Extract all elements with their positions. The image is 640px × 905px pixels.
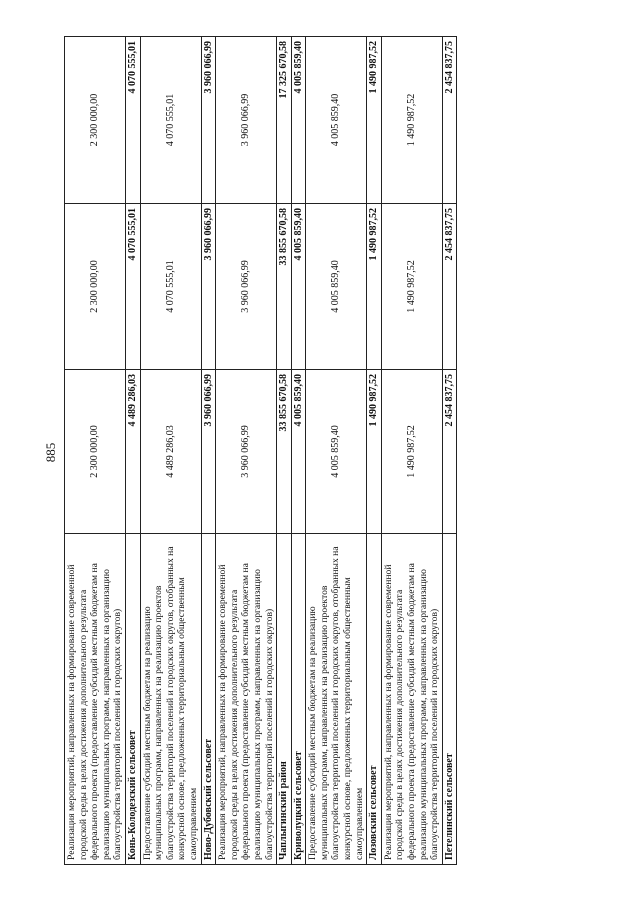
amount-year-1: 2 300 000,00: [65, 370, 126, 534]
row-description: Реализация мероприятий, направленных на формирование современной городской среды в целях достижения дополнительного результата федерального проекта (предоставление субсидий местным бюджетам на реализацию муниципальных программ, направленных на организацию благоустройства территорий поселений и городских округов): [381, 534, 442, 865]
row-description: Криволуцкий сельсовет: [291, 534, 306, 865]
amount-year-3: 4 005 859,40: [306, 37, 367, 204]
table-row-subtotal: [201, 37, 216, 865]
amount-year-2: 4 070 555,01: [140, 204, 201, 370]
amount-year-1: 4 005 859,40: [306, 370, 367, 534]
row-description: Реализация мероприятий, направленных на формирование современной городской среды в целях достижения дополнительного результата федерального проекта (предоставление субсидий местным бюджетам на реализацию муниципальных программ, направленных на организацию благоустройства территорий поселений и городских округов): [216, 534, 277, 865]
row-description: Лозовский сельсовет: [367, 534, 382, 865]
amount-year-1: 2 454 837,75: [442, 370, 457, 534]
row-description: Петелинский сельсовет: [442, 534, 457, 865]
amount-year-1: 4 489 286,03: [140, 370, 201, 534]
page-number: 885: [43, 442, 58, 463]
row-description: Конь-Колодезский сельсовет: [125, 534, 140, 865]
amount-year-3: 17 325 670,58: [277, 37, 292, 204]
table-row: [381, 37, 442, 865]
table-row-subtotal: [442, 37, 457, 865]
amount-year-3: 1 490 987,52: [367, 37, 382, 204]
amount-year-2: 4 005 859,40: [306, 204, 367, 370]
amount-year-1: 33 855 670,58: [277, 370, 292, 534]
table-row: [306, 37, 367, 865]
amount-year-3: 3 960 066,99: [216, 37, 277, 204]
table-row-subtotal: [125, 37, 140, 865]
amount-year-1: 4 005 859,40: [291, 370, 306, 534]
row-description: Чаплыгинский район: [277, 534, 292, 865]
table-row-subtotal: [367, 37, 382, 865]
amount-year-3: 3 960 066,99: [201, 37, 216, 204]
amount-year-2: 3 960 066,99: [201, 204, 216, 370]
amount-year-1: 1 490 987,52: [381, 370, 442, 534]
amount-year-2: 4 005 859,40: [291, 204, 306, 370]
table-row: [216, 37, 277, 865]
amount-year-3: 1 490 987,52: [381, 37, 442, 204]
amount-year-1: 1 490 987,52: [367, 370, 382, 534]
amount-year-3: 4 005 859,40: [291, 37, 306, 204]
amount-year-3: 2 454 837,75: [442, 37, 457, 204]
amount-year-3: 2 300 000,00: [65, 37, 126, 204]
budget-table-body: [65, 37, 457, 865]
row-description: Предоставление субсидий местным бюджетам на реализацию муниципальных программ, направленных на реализацию проектов благоустройства территорий поселений и городских округов, отобранных на конкурсной основе, предложенных территориальным общественным самоуправлением: [306, 534, 367, 865]
table-row: [140, 37, 201, 865]
amount-year-3: 4 070 555,01: [125, 37, 140, 204]
amount-year-1: 3 960 066,99: [201, 370, 216, 534]
amount-year-2: 1 490 987,52: [381, 204, 442, 370]
table-row-subtotal: [291, 37, 306, 865]
row-description: Реализация мероприятий, направленных на формирование современной городской среды в целях достижения дополнительного результата федерального проекта (предоставление субсидий местным бюджетам на реализацию муниципальных программ, направленных на организацию благоустройства территорий поселений и городских округов): [65, 534, 126, 865]
amount-year-3: 4 070 555,01: [140, 37, 201, 204]
row-description: Предоставление субсидий местным бюджетам на реализацию муниципальных программ, направленных на реализацию проектов благоустройства территорий поселений и городских округов, отобранных на конкурсной основе, предложенных территориальным общественным самоуправлением: [140, 534, 201, 865]
table-row: [65, 37, 126, 865]
amount-year-2: 2 300 000,00: [65, 204, 126, 370]
table-row-subtotal: [277, 37, 292, 865]
amount-year-2: 2 454 837,75: [442, 204, 457, 370]
amount-year-2: 33 855 670,58: [277, 204, 292, 370]
row-description: Ново-Дубовский сельсовет: [201, 534, 216, 865]
amount-year-1: 3 960 066,99: [216, 370, 277, 534]
amount-year-2: 3 960 066,99: [216, 204, 277, 370]
amount-year-2: 4 070 555,01: [125, 204, 140, 370]
amount-year-2: 1 490 987,52: [367, 204, 382, 370]
budget-table: [64, 36, 457, 865]
amount-year-1: 4 489 286,03: [125, 370, 140, 534]
